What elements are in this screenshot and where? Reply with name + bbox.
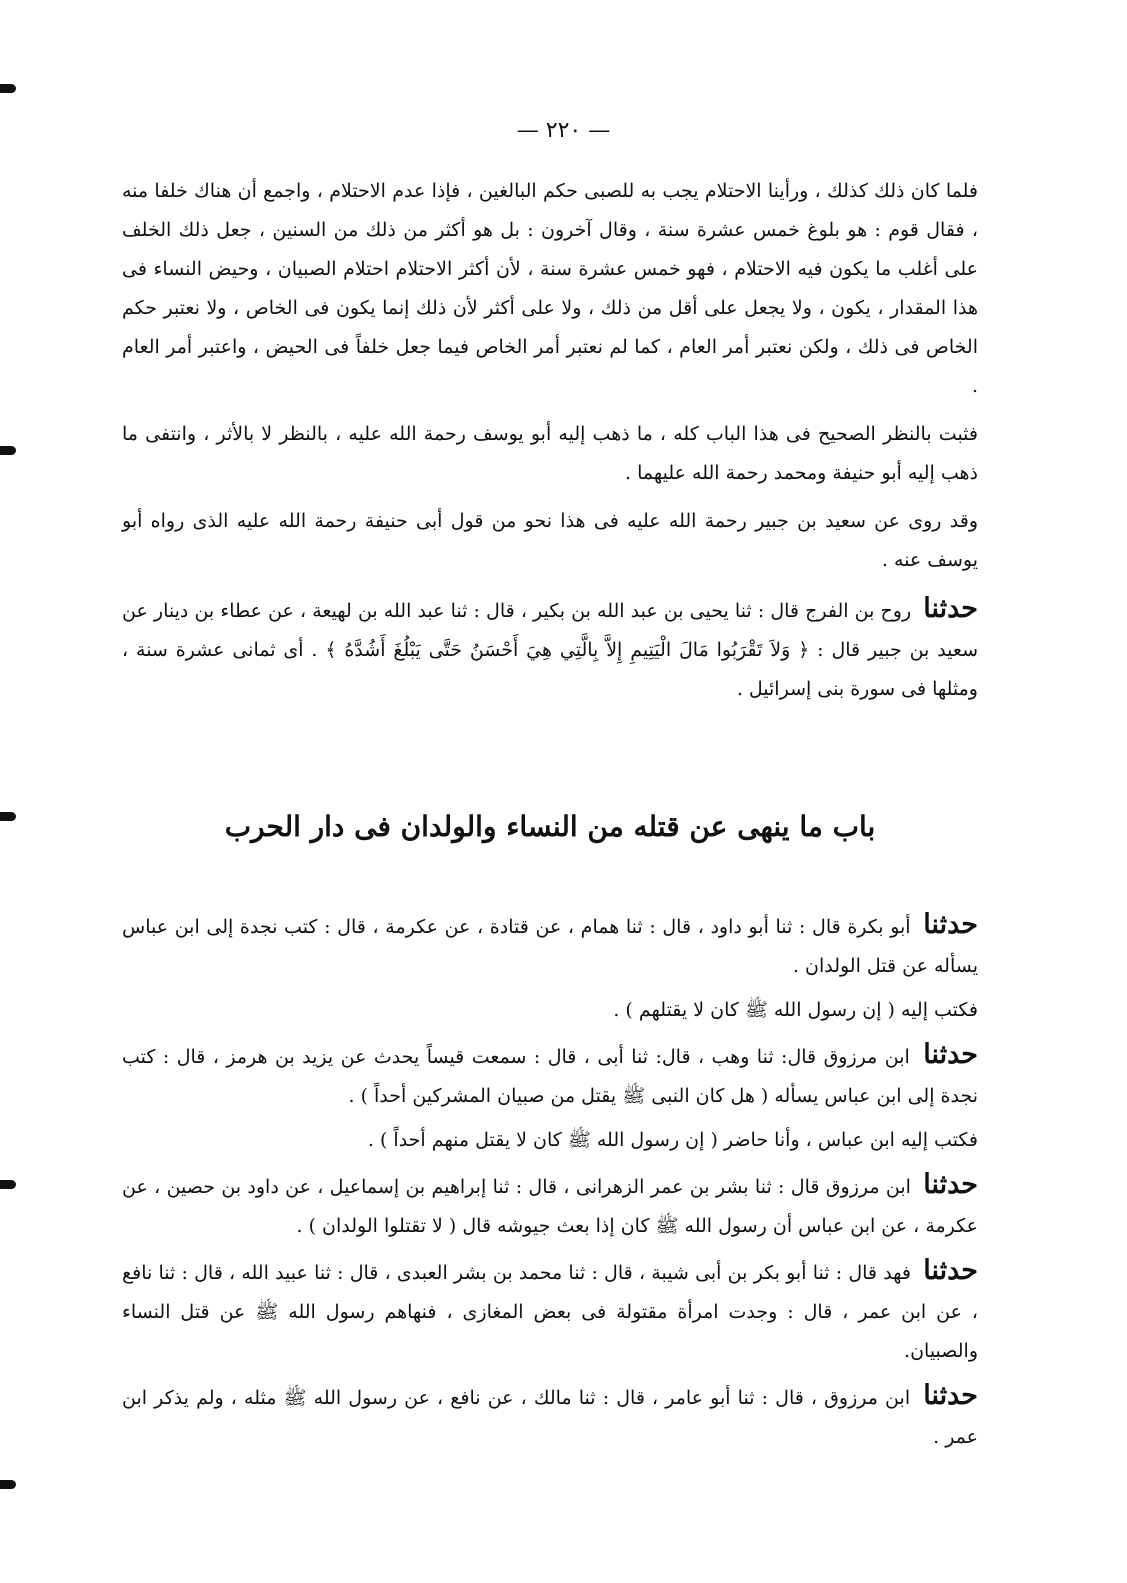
chapter-title: باب ما ينهى عن قتله من النساء والولدان فى دار الحرب: [224, 810, 876, 843]
hadith-marker: حدثنا: [923, 1169, 978, 1200]
paragraph: وقد روى عن سعيد بن جبير رحمة الله عليه فى هذا نحو من قول أبى حنيفة رحمة الله عليه الذى رواه أبو يوسف عنه .: [122, 510, 978, 571]
hadith-paragraph: [122, 905, 978, 986]
hadith-paragraph: [122, 1251, 978, 1371]
hadith-text: فهد قال : ثنا أبو بكر بن أبى شيبة ، قال : ثنا محمد بن بشر العبدى ، قال : ثنا عبيد الله ، قال : ثنا نافع ، عن ابن عمر ، قال : وجدت امرأة مقتولة فى بعض المغازى ، فنهاهم رسول الله ﷺ عن قتل النساء والصبيان.: [122, 1262, 978, 1362]
hadith-text: ابن مرزوق قال : ثنا بشر بن عمر الزهرانى ، قال : ثنا إبراهيم بن إسماعيل ، عن داود بن حصين ، عن عكرمة ، عن ابن عباس أن رسول الله ﷺ كان إذا بعث جيوشه قال ( لا تقتلوا الولدان ) .: [122, 1176, 978, 1237]
scan-edge-mark: [0, 1480, 16, 1489]
scan-edge-mark: [0, 812, 16, 821]
page-number: — ٢٢٠ —: [516, 118, 611, 143]
hadith-text: أبو بكرة قال : ثنا أبو داود ، قال : ثنا همام ، عن قتادة ، عن عكرمة ، قال : كتب نجدة إلى ابن عباس يسأله عن قتل الولدان .: [122, 916, 978, 977]
intro-section: [122, 172, 978, 709]
hadith-text: ابن مرزوق ، قال : ثنا أبو عامر ، قال : ثنا مالك ، عن نافع ، عن رسول الله ﷺ مثله ، ولم يذكر ابن عمر .: [122, 1387, 978, 1448]
scan-edge-mark: [0, 1180, 16, 1189]
reply-paragraph: [122, 1121, 978, 1160]
reply-text: فكتب إليه ابن عباس ، وأنا حاضر ( إن رسول الله ﷺ كان لا يقتل منهم أحداً ) .: [367, 1129, 978, 1151]
reply-text: فكتب إليه ( إن رسول الله ﷺ كان لا يقتلهم ) .: [613, 999, 978, 1021]
hadith-paragraph: [122, 589, 978, 709]
hadith-marker: حدثنا: [923, 909, 978, 940]
hadith-text: روح بن الفرج قال : ثنا يحيى بن عبد الله بن بكير ، قال : ثنا عبد الله بن لهيعة ، عن عطاء بن دينار عن سعيد بن جبير قال : ﴿ وَلاَ تَقْرَبُوا مَالَ الْيَتِيمِ إِلاَّ بِالَّتِي هِيَ أَحْسَنُ حَتَّى يَبْلُغَ أَشُدَّهُ ﴾ . أى ثمانى عشرة سنة ، ومثلها فى سورة بنى إسرائيل .: [122, 600, 979, 700]
hadith-marker: حدثنا: [923, 1255, 979, 1286]
hadith-marker: حدثنا: [923, 1380, 978, 1411]
hadith-marker: حدثنا: [923, 593, 978, 624]
hadith-marker: حدثنا: [923, 1039, 978, 1070]
hadith-paragraph: [122, 1165, 978, 1246]
reply-paragraph: [122, 991, 978, 1030]
hadith-paragraph: [122, 1376, 978, 1457]
scan-edge-mark: [0, 84, 16, 93]
scan-edge-mark: [0, 446, 16, 455]
chapter-section: [122, 905, 978, 1457]
paragraph: فثبت بالنظر الصحيح فى هذا الباب كله ، ما ذهب إليه أبو يوسف رحمة الله عليه ، بالنظر لا بالأثر ، وانتفى ما ذهب إليه أبو حنيفة ومحمد رحمة الله عليهما .: [122, 423, 978, 484]
hadith-paragraph: [122, 1035, 978, 1116]
hadith-text: ابن مرزوق قال: ثنا وهب ، قال: ثنا أبى ، قال : سمعت قيساً يحدث عن يزيد بن هرمز ، قال : كتب نجدة إلى ابن عباس يسأله ( هل كان النبى ﷺ يقتل من صبيان المشركين أحداً ) .: [122, 1046, 978, 1107]
paragraph: فلما كان ذلك كذلك ، ورأينا الاحتلام يجب به للصبى حكم البالغين ، فإذا عدم الاحتلام ، واجمع أن هناك خلفا منه ، فقال قوم : هو بلوغ خمس عشرة سنة ، وقال آخرون : بل هو أكثر من ذلك من السنين ، جعل ذلك الخلف على أغلب ما يكون فيه الاحتلام ، فهو خمس عشرة سنة ، لأن أكثر الاحتلام احتلام الصبيان ، وحيض النساء فى هذا المقدار ، يكون ، ولا يجعل على أقل من ذلك ، ولا على أكثر لأن ذلك إنما يكون فى الخاص ، ولا نعتبر حكم الخاص فى ذلك ، ولكن نعتبر أمر العام ، كما لم نعتبر أمر الخاص فيما جعل خلفاً فى الحيض ، واعتبر أمر العام .: [122, 180, 978, 397]
